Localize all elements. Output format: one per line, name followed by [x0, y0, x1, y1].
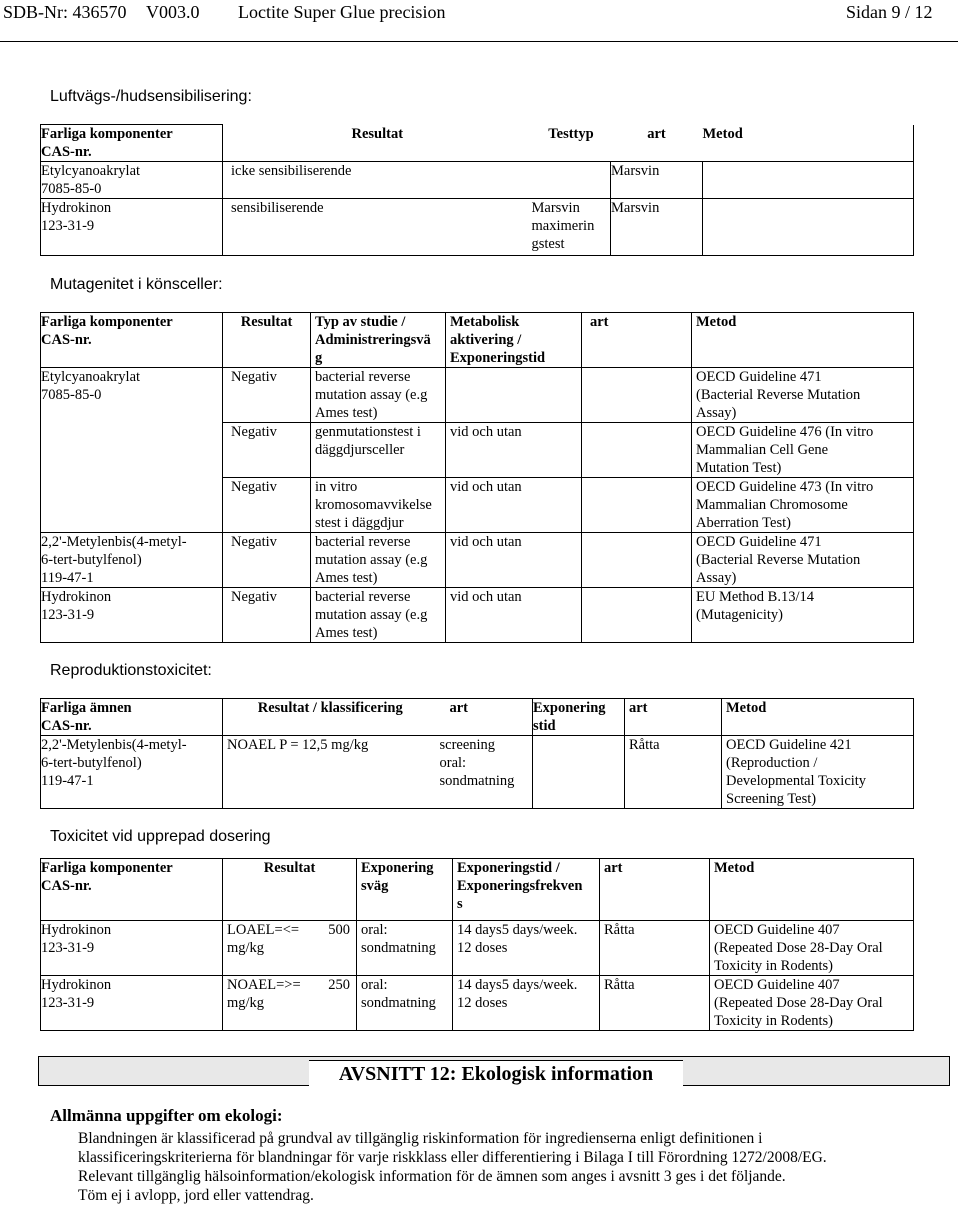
result-cell — [223, 921, 357, 976]
species-cell: Råtta — [600, 976, 710, 1031]
result-cell: sensibiliserende — [223, 199, 532, 256]
mutagenicity-table — [40, 312, 914, 643]
activation-cell — [446, 368, 582, 423]
species-cell — [582, 588, 692, 643]
type-cell: screening oral: sondmatning — [438, 736, 533, 809]
method-cell: OECD Guideline 471 (Bacterial Reverse Mutation Assay) — [692, 533, 914, 588]
study-cell: bacterial reverse mutation assay (e.g Ames test) — [311, 588, 446, 643]
result-value: 250 — [328, 977, 350, 993]
activation-cell: vid och utan — [446, 478, 582, 533]
col-method: Metod — [722, 699, 914, 736]
activation-cell: vid och utan — [446, 423, 582, 478]
species-cell — [582, 478, 692, 533]
mutagenicity-heading: Mutagenitet i könsceller: — [50, 276, 223, 293]
species-cell: Råtta — [625, 736, 722, 809]
component-cell: Hydrokinon 123-31-9 — [41, 588, 223, 643]
table-row — [41, 533, 914, 588]
col-test-type: Testtyp — [548, 125, 594, 142]
header-product: Loctite Super Glue precision — [238, 2, 446, 22]
method-cell: OECD Guideline 421 (Reproduction / Developmental Toxicity Screening Test) — [722, 736, 914, 809]
method-cell: OECD Guideline 473 (In vitro Mammalian Chromosome Aberration Test) — [692, 478, 914, 533]
result-cell: icke sensibiliserende — [223, 162, 532, 199]
col-component: Farliga komponenter CAS-nr. — [41, 125, 223, 162]
substance-cell: 2,2'-Metylenbis(4-metyl- 6-tert-butylfenol) 119-47-1 — [41, 736, 223, 809]
col-species: art — [600, 859, 710, 921]
sensitization-heading: Luftvägs-/hudsensibilisering: — [50, 88, 252, 105]
species-cell — [582, 423, 692, 478]
col-method: Metod — [710, 859, 914, 921]
result-label: NOAEL=>= — [227, 977, 301, 993]
species-cell: Marsvin — [611, 162, 703, 199]
method-cell — [703, 199, 914, 256]
result-value: 500 — [328, 922, 350, 938]
component-cell: Etylcyanoakrylat 7085-85-0 — [41, 368, 223, 533]
study-cell: genmutationstest i däggdjursceller — [311, 423, 446, 478]
species-cell — [582, 533, 692, 588]
col-activation: Metabolisk aktivering / Exponeringstid — [446, 313, 582, 368]
reproductive-table — [40, 698, 914, 809]
activation-cell: vid och utan — [446, 533, 582, 588]
component-cell: Etylcyanoakrylat 7085-85-0 — [41, 162, 223, 199]
header-rule — [0, 41, 958, 42]
col-result: Resultat — [223, 125, 532, 162]
repeated-dose-table — [40, 858, 914, 1031]
route-cell: oral: sondmatning — [357, 921, 453, 976]
component-cell: Hydrokinon 123-31-9 — [41, 199, 223, 256]
col-species: art — [582, 313, 692, 368]
activation-cell: vid och utan — [446, 588, 582, 643]
species-cell — [582, 368, 692, 423]
component-cell: Hydrokinon 123-31-9 — [41, 976, 223, 1031]
sensitization-table — [40, 124, 914, 256]
reproductive-heading: Reproduktionstoxicitet: — [50, 662, 212, 679]
test-type-cell — [532, 162, 611, 199]
table-row — [41, 199, 914, 256]
table-row — [41, 976, 914, 1031]
test-type-cell: Marsvin maximerin gstest — [532, 199, 611, 256]
col-method: Metod — [692, 313, 914, 368]
col-result: Resultat — [223, 859, 357, 921]
col-component: Farliga komponenter CAS-nr. — [41, 859, 223, 921]
col-exposure-time: Exponering stid — [533, 699, 625, 736]
result-cell: Negativ — [223, 368, 311, 423]
header-sdb-number: SDB-Nr: 436570 — [3, 2, 127, 22]
method-cell: EU Method B.13/14 (Mutagenicity) — [692, 588, 914, 643]
col-route: Exponering sväg — [357, 859, 453, 921]
route-cell: oral: sondmatning — [357, 976, 453, 1031]
result-cell: NOAEL P = 12,5 mg/kg — [223, 736, 438, 809]
result-cell: Negativ — [223, 533, 311, 588]
col-species: art — [625, 699, 722, 736]
method-cell: OECD Guideline 407 (Repeated Dose 28-Day Oral Toxicity in Rodents) — [710, 921, 914, 976]
species-cell: Råtta — [600, 921, 710, 976]
result-cell — [223, 976, 357, 1031]
col-type: art — [438, 699, 533, 736]
result-unit: mg/kg — [227, 995, 265, 1011]
result-unit: mg/kg — [227, 940, 265, 956]
header-version: V003.0 — [146, 2, 200, 22]
result-label: LOAEL=<= — [227, 922, 300, 938]
header-page: Sidan 9 / 12 — [846, 2, 933, 22]
study-cell: bacterial reverse mutation assay (e.g Ames test) — [311, 533, 446, 588]
col-result: Resultat — [223, 313, 311, 368]
col-component: Farliga komponenter CAS-nr. — [41, 313, 223, 368]
result-cell: Negativ — [223, 423, 311, 478]
col-study-type: Typ av studie / Administreringsvä g — [311, 313, 446, 368]
study-cell: in vitro kromosomavvikelse stest i däggdjur — [311, 478, 446, 533]
species-cell: Marsvin — [611, 199, 703, 256]
col-species: art — [647, 125, 666, 142]
table-row — [41, 368, 914, 423]
section-12-banner — [38, 1056, 950, 1086]
col-result: Resultat / klassificering — [223, 699, 438, 736]
col-substance: Farliga ämnen CAS-nr. — [41, 699, 223, 736]
method-cell — [703, 162, 914, 199]
col-method: Metod — [703, 125, 914, 162]
component-cell: Hydrokinon 123-31-9 — [41, 921, 223, 976]
method-cell: OECD Guideline 407 (Repeated Dose 28-Day Oral Toxicity in Rodents) — [710, 976, 914, 1031]
ecology-general-heading: Allmänna uppgifter om ekologi: — [50, 1106, 283, 1125]
method-cell: OECD Guideline 476 (In vitro Mammalian Cell Gene Mutation Test) — [692, 423, 914, 478]
ecology-general-text: Blandningen är klassificerad på grundval av tillgänglig riskinformation för ingredienserna enligt definitionen i klassificeringskriterierna för blandningar för varje riskklass eller differentiering i Bilaga I till Förordning 1272/2008/EG. Relevant tillgänglig hälsoinformation/ekologisk information för de ämnen som anges i avsnitt 3 ges i det följande. Töm ej i avlopp, jord eller vattendrag. — [78, 1130, 827, 1204]
col-duration: Exponeringstid / Exponeringsfrekven s — [453, 859, 600, 921]
repeated-dose-heading: Toxicitet vid upprepad dosering — [50, 828, 271, 845]
table-row — [41, 588, 914, 643]
duration-cell: 14 days5 days/week. 12 doses — [453, 976, 600, 1031]
table-row — [41, 162, 914, 199]
study-cell: bacterial reverse mutation assay (e.g Ames test) — [311, 368, 446, 423]
duration-cell: 14 days5 days/week. 12 doses — [453, 921, 600, 976]
table-row — [41, 921, 914, 976]
table-row — [41, 736, 914, 809]
method-cell: OECD Guideline 471 (Bacterial Reverse Mutation Assay) — [692, 368, 914, 423]
exposure-time-cell — [533, 736, 625, 809]
result-cell: Negativ — [223, 478, 311, 533]
component-cell: 2,2'-Metylenbis(4-metyl- 6-tert-butylfenol) 119-47-1 — [41, 533, 223, 588]
result-cell: Negativ — [223, 588, 311, 643]
section-12-title: AVSNITT 12: Ekologisk information — [309, 1060, 683, 1088]
